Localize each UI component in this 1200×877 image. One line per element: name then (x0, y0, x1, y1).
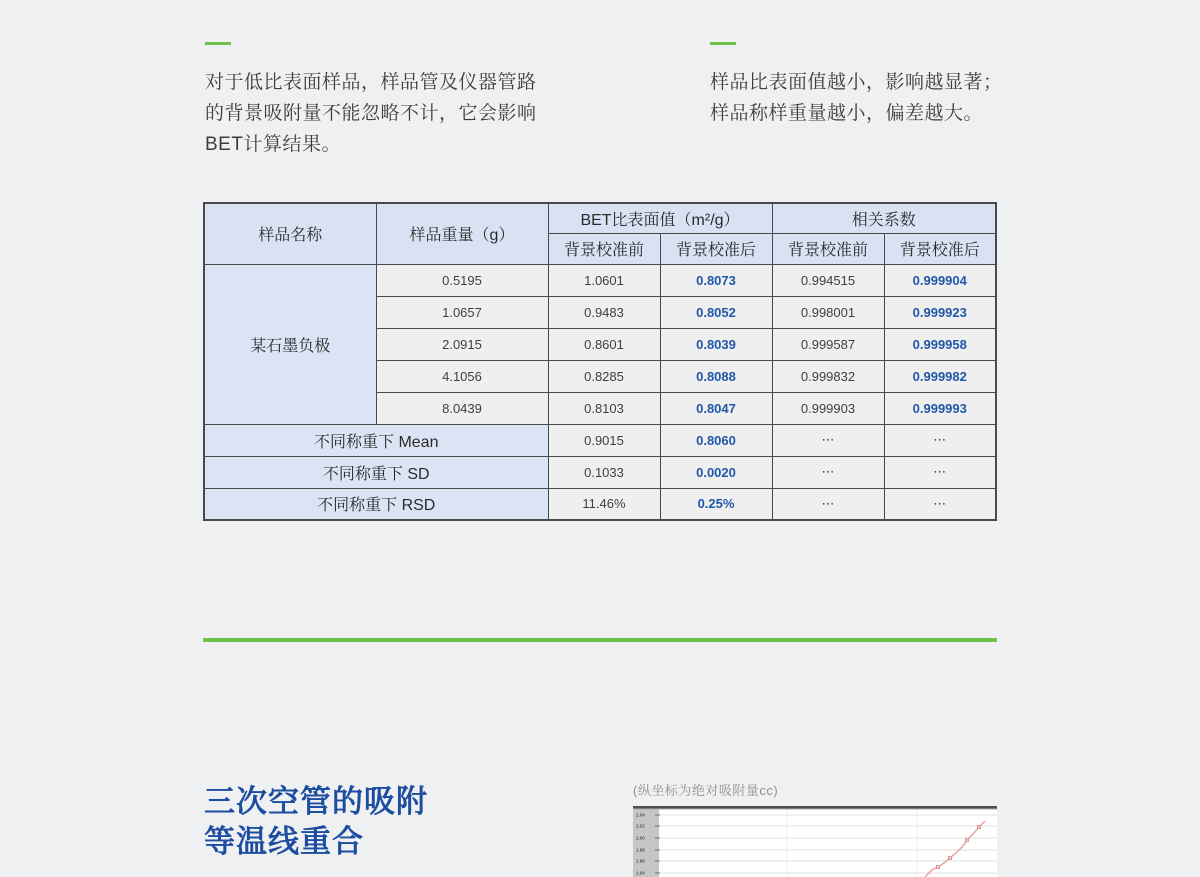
chart-top-border-shadow (633, 809, 997, 810)
bet-after-cell: 0.0020 (660, 456, 772, 488)
corr-before-cell: ⋯ (772, 488, 884, 520)
weight-cell: 4.1056 (376, 360, 548, 392)
y-tick-label: 2.02 (636, 823, 645, 829)
table-header-row-groups (204, 203, 996, 233)
y-tick-label: 2.04 (636, 812, 645, 818)
bet-before-cell: 0.9015 (548, 424, 660, 456)
bet-before-cell: 0.8285 (548, 360, 660, 392)
weight-cell: 2.0915 (376, 328, 548, 360)
corr-before-cell: 0.999832 (772, 360, 884, 392)
bet-before-cell: 0.1033 (548, 456, 660, 488)
bet-before-cell: 11.46% (548, 488, 660, 520)
corr-after-cell: 0.999993 (884, 392, 996, 424)
bet-results-table (203, 202, 997, 521)
header-bet-before: 背景校准前 (548, 233, 660, 264)
sample-name-cell: 某石墨负极 (204, 264, 376, 424)
isotherm-chart (633, 806, 997, 877)
header-corr-after: 背景校准后 (884, 233, 996, 264)
corr-after-cell: ⋯ (884, 456, 996, 488)
y-tick-label: 1.96 (636, 858, 645, 864)
bet-after-cell: 0.25% (660, 488, 772, 520)
callout-left-line: 的背景吸附量不能忽略不计，它会影响 (205, 103, 537, 124)
header-corr-group: 相关系数 (772, 203, 996, 233)
y-tick-label: 1.98 (636, 847, 645, 853)
green-dash-decoration (205, 42, 231, 45)
corr-after-cell: 0.999904 (884, 264, 996, 296)
section-title (204, 782, 428, 862)
corr-before-cell: 0.994515 (772, 264, 884, 296)
section-title-line: 三次空管的吸附 (204, 784, 428, 819)
corr-before-cell: 0.999587 (772, 328, 884, 360)
header-corr-before: 背景校准前 (772, 233, 884, 264)
callout-left (205, 42, 625, 160)
summary-row-rsd (204, 488, 996, 520)
section-title-line: 等温线重合 (204, 824, 364, 859)
table-row (204, 264, 996, 296)
bet-after-cell: 0.8060 (660, 424, 772, 456)
bet-after-cell: 0.8039 (660, 328, 772, 360)
summary-row-mean (204, 424, 996, 456)
corr-before-cell: ⋯ (772, 424, 884, 456)
weight-cell: 1.0657 (376, 296, 548, 328)
chart-caption: (纵坐标为绝对吸附量cc) (633, 783, 779, 798)
summary-label: 不同称重下 RSD (204, 488, 548, 520)
bet-after-cell: 0.8052 (660, 296, 772, 328)
chart-plot-area (633, 806, 997, 877)
bet-before-cell: 0.8601 (548, 328, 660, 360)
corr-after-cell: ⋯ (884, 488, 996, 520)
corr-after-cell: ⋯ (884, 424, 996, 456)
header-sample-name: 样品名称 (204, 203, 376, 264)
chart-top-border (633, 806, 997, 809)
callout-left-line: 对于低比表面样品，样品管及仪器管路 (205, 72, 537, 93)
corr-before-cell: 0.999903 (772, 392, 884, 424)
bet-before-cell: 0.9483 (548, 296, 660, 328)
callout-left-line: BET计算结果。 (205, 134, 341, 155)
summary-label: 不同称重下 SD (204, 456, 548, 488)
bet-after-cell: 0.8073 (660, 264, 772, 296)
summary-label: 不同称重下 Mean (204, 424, 548, 456)
y-tick-label: 1.94 (636, 870, 645, 876)
header-bet-after: 背景校准后 (660, 233, 772, 264)
corr-after-cell: 0.999982 (884, 360, 996, 392)
weight-cell: 0.5195 (376, 264, 548, 296)
summary-row-sd (204, 456, 996, 488)
callout-right-line: 样品比表面值越小，影响越显著； (710, 72, 1003, 93)
y-tick-label: 2.00 (636, 835, 645, 841)
callout-right-line: 样品称样重量越小，偏差越大。 (710, 103, 984, 124)
bet-before-cell: 1.0601 (548, 264, 660, 296)
bet-after-cell: 0.8047 (660, 392, 772, 424)
callout-right (710, 42, 1130, 129)
weight-cell: 8.0439 (376, 392, 548, 424)
corr-before-cell: ⋯ (772, 456, 884, 488)
header-sample-weight: 样品重量（g） (376, 203, 548, 264)
green-dash-decoration (710, 42, 736, 45)
section-divider (203, 638, 997, 642)
bet-before-cell: 0.8103 (548, 392, 660, 424)
bet-after-cell: 0.8088 (660, 360, 772, 392)
header-bet-group: BET比表面值（m²/g） (548, 203, 772, 233)
corr-after-cell: 0.999958 (884, 328, 996, 360)
corr-after-cell: 0.999923 (884, 296, 996, 328)
corr-before-cell: 0.998001 (772, 296, 884, 328)
